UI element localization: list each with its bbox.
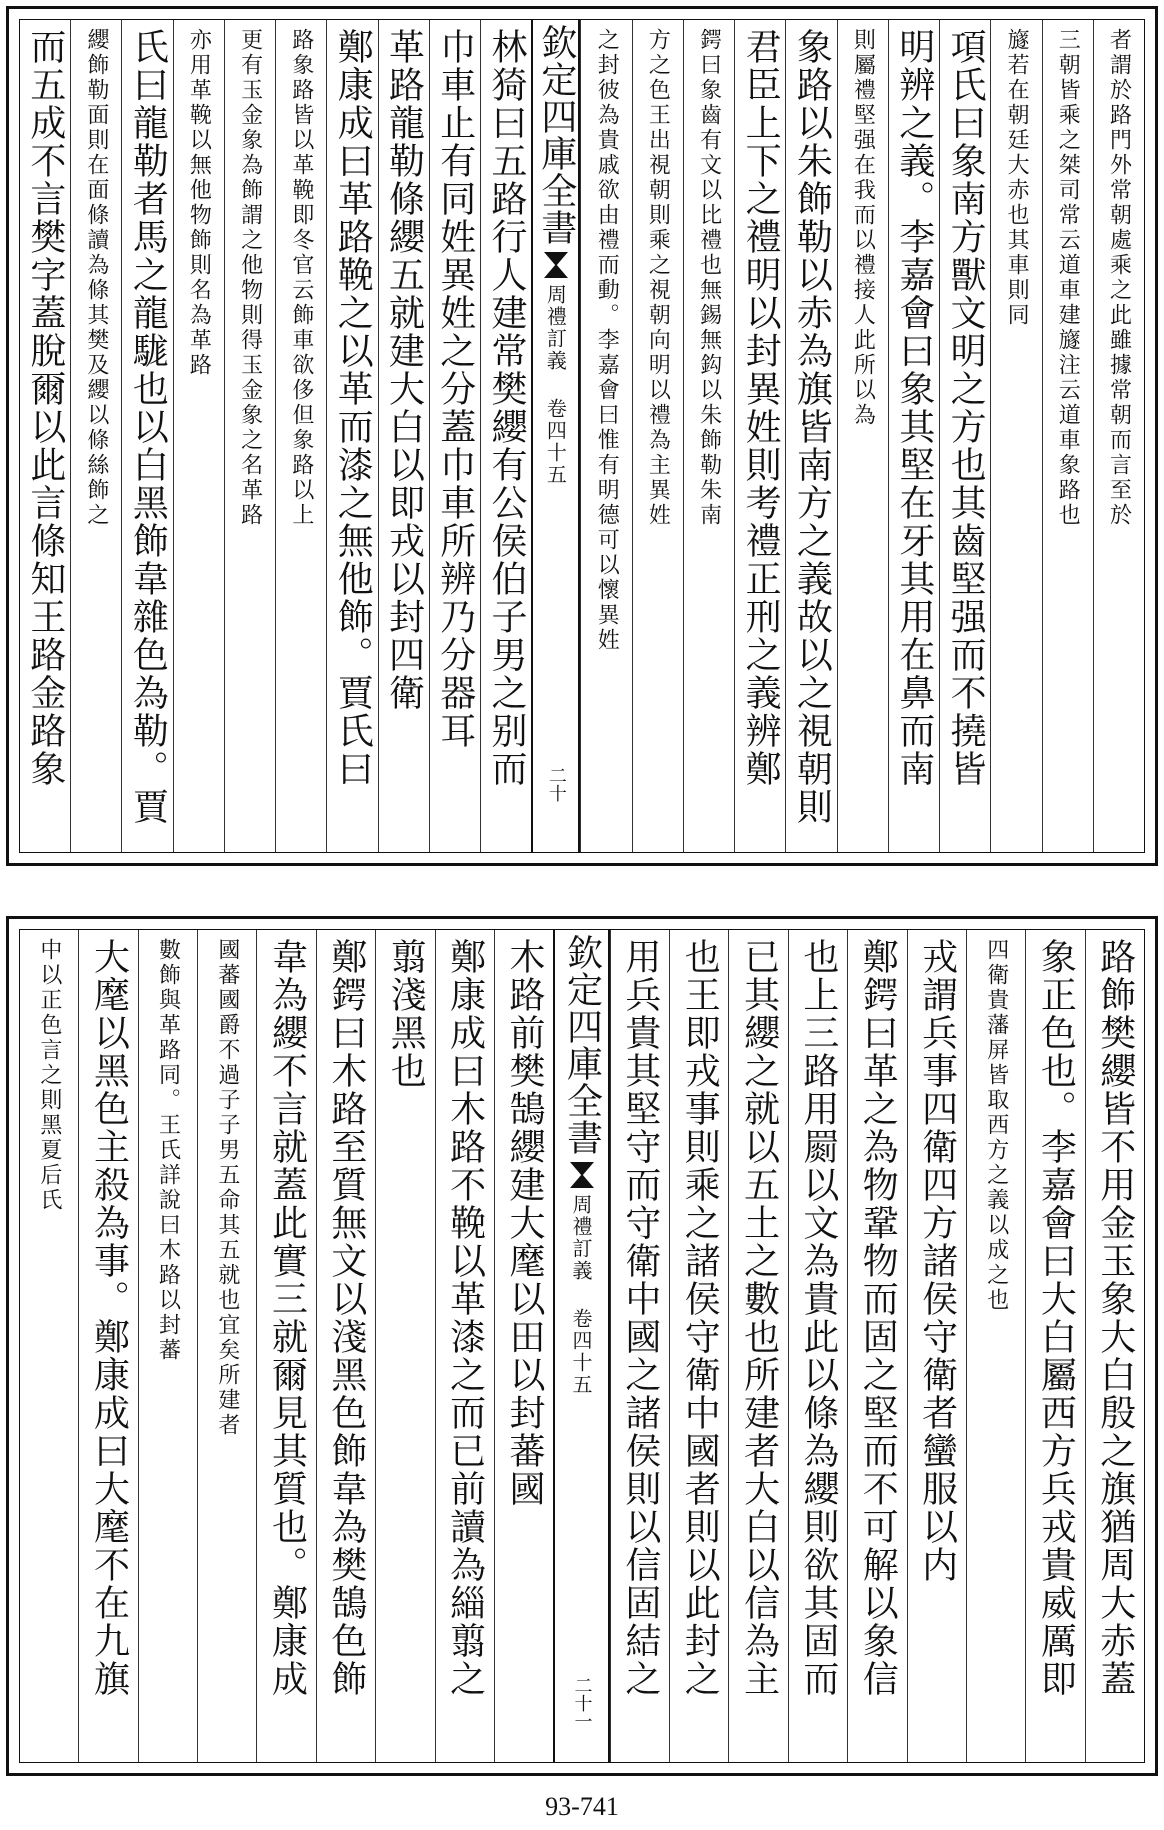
text-column: 鍔曰象齒有文以比禮也無錫無鈎以朱飾勒朱南 [683, 20, 734, 852]
page-header-column [531, 20, 580, 852]
text-column: 三朝皆乘之桀司常云道車建旞注云道車象路也 [1042, 20, 1093, 852]
footer-page-number: 93-741 [545, 1792, 619, 1821]
text-column: 也上三路用罽以文為貴此以條為纓則欲其固而 [788, 930, 847, 1762]
text-column: 也王即戎事則乘之諸侯守衛中國者則以此封之 [669, 930, 728, 1762]
text-column: 明辨之義。李嘉會曰象其堅在牙其用在鼻而南 [888, 20, 939, 852]
text-column: 大麾以黑色主殺為事。鄭康成曰大麾不在九旗 [78, 930, 137, 1762]
text-column: 木路前樊鵠纓建大麾以田以封蕃國 [494, 930, 553, 1762]
column-grid [19, 19, 1145, 853]
text-column: 路飾樊纓皆不用金玉象大白殷之旗猶周大赤蓋 [1085, 930, 1144, 1762]
text-column: 中以正色言之則黑夏后氏 [36, 938, 62, 1213]
text-column: 者謂於路門外常朝處乘之此雖據常朝而言至於 [1093, 20, 1144, 852]
text-column: 已其纓之就以五土之數也所建者大白以信為主 [728, 930, 787, 1762]
text-column: 纓飾勒面則在面條讀為條其樊及纓以條絲飾之 [70, 20, 121, 852]
text-column: 象正色也。李嘉會曰大白屬西方兵戎貴威厲即 [1025, 930, 1084, 1762]
text-column: 氏曰龍勒者馬之龍駹也以白黑飾韋雜色為勒。賈 [121, 20, 172, 852]
page-title: 欽定四庫全書 [561, 934, 603, 1156]
text-column: 項氏曰象南方獸文明之方也其齒堅强而不撓皆 [939, 20, 990, 852]
text-column: 國蕃國爵不過子子男五命其五就也宜矣所建者 [197, 930, 256, 1762]
text-column: 鄭鍔曰木路至質無文以淺黑色飾韋為樊鵠色飾 [316, 930, 375, 1762]
text-column: 路象路皆以革鞔即冬官云飾車欲侈但象路以上 [275, 20, 326, 852]
text-column: 之封彼為貴戚欲由禮而動。李嘉會曰惟有明德可以懷異姓 [580, 20, 631, 852]
text-column: 君臣上下之禮明以封異姓則考禮正刑之義辨鄭 [734, 20, 785, 852]
text-column: 而五成不言樊字蓋脫爾以此言條知王路金路象 [24, 28, 66, 788]
text-column: 翦淺黑也 [375, 930, 434, 1762]
text-column: 用兵貴其堅守而守衛中國之諸侯則以信固結之 [610, 930, 669, 1762]
text-column: 鄭鍔曰革之為物鞏物而固之堅而不可解以象信 [847, 930, 906, 1762]
text-column: 數飾與革路同。王氏詳說曰木路以封蕃 [138, 930, 197, 1762]
volume-label: 周禮訂義 卷四十五 [543, 284, 568, 486]
text-column: 方之色王出視朝則乘之視朝向明以禮為主異姓 [632, 20, 683, 852]
text-column: 更有玉金象為飾謂之他物則得玉金象之名革路 [224, 20, 275, 852]
volume-label: 周禮訂義 卷四十五 [569, 1194, 593, 1396]
fish-tail-icon [568, 1162, 596, 1188]
text-column: 亦用革鞔以無他物飾則名為革路 [173, 20, 224, 852]
page-number-label: 二十 [545, 766, 567, 802]
text-column: 則屬禮堅强在我而以禮接人此所以為 [837, 20, 888, 852]
column-grid [19, 929, 1145, 1763]
text-column: 象路以朱飾勒以赤為旗皆南方之義故以之視朝則 [785, 20, 836, 852]
text-column: 四衛貴藩屏皆取西方之義以成之也 [966, 930, 1025, 1762]
text-column: 旞若在朝廷大赤也其車則同 [990, 20, 1041, 852]
page-bottom [6, 916, 1158, 1776]
text-column: 巾車止有同姓異姓之分蓋巾車所辨乃分器耳 [429, 20, 480, 852]
page-header-column [553, 930, 610, 1762]
text-column: 鄭康成曰革路鞔之以革而漆之無他飾。賈氏曰 [326, 20, 377, 852]
text-column: 林猗曰五路行人建常樊纓有公侯伯子男之别而 [480, 20, 531, 852]
fish-tail-icon [542, 252, 570, 278]
text-column: 革路龍勒條纓五就建大白以即戎以封四衛 [378, 20, 429, 852]
page-title: 欽定四庫全書 [535, 24, 577, 246]
text-column: 鄭康成曰木路不鞔以革漆之而已前讀為緇翦之 [435, 930, 494, 1762]
page-top [6, 6, 1158, 866]
text-column: 韋為纓不言就蓋此實三就爾見其質也。鄭康成 [256, 930, 315, 1762]
page-number-label: 二十一 [571, 1676, 593, 1730]
text-column: 戎謂兵事四衛四方諸侯守衛者蠻服以内 [907, 930, 966, 1762]
